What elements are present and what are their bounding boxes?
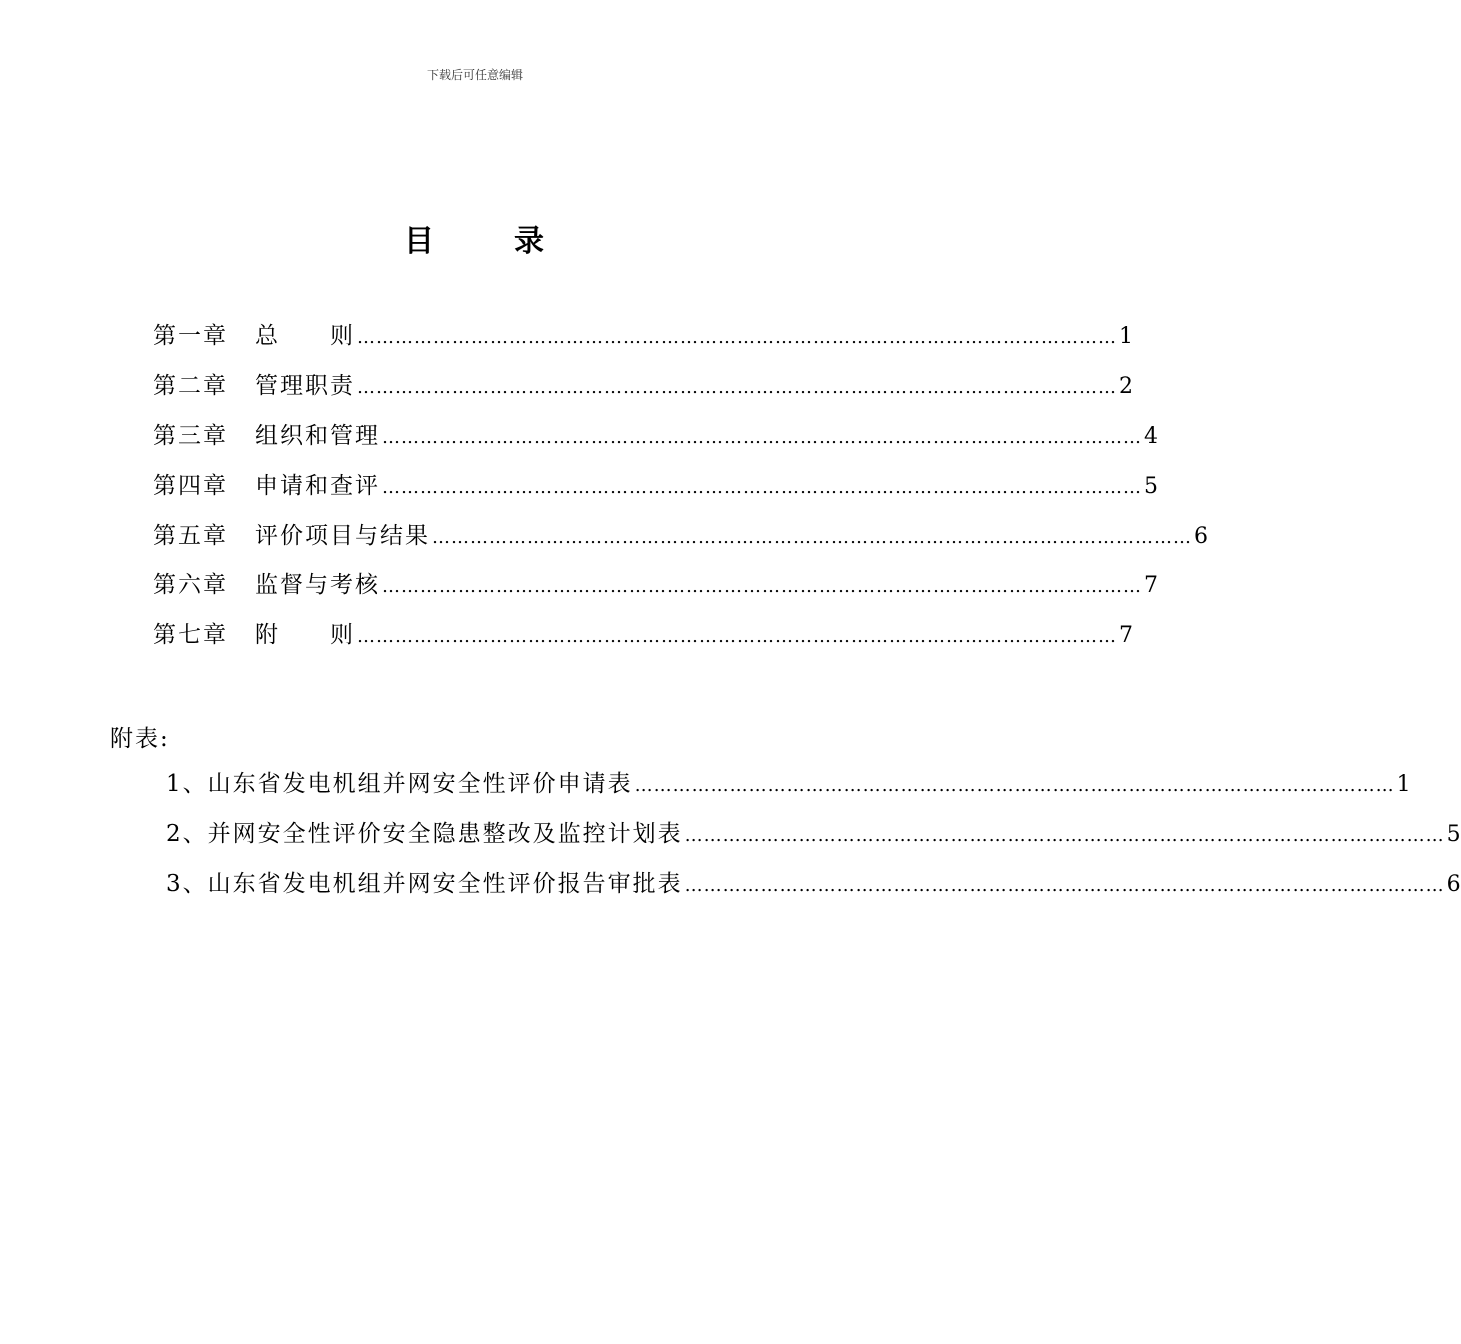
- header-note: 下载后可任意编辑: [426, 68, 523, 82]
- appendix-page: 5: [1446, 822, 1461, 847]
- toc-page: 1: [1119, 324, 1133, 349]
- toc-entry: [153, 569, 1158, 601]
- toc-chapter: 第二章: [153, 373, 228, 399]
- appendix-label: 附表:: [110, 726, 170, 752]
- toc-leader: …………………………………………………………………………………………………………: [382, 477, 1142, 498]
- toc-chapter: 第三章: [153, 423, 228, 449]
- title-char-1: 目: [404, 224, 436, 259]
- toc-leader: …………………………………………………………………………………………………………: [432, 527, 1192, 548]
- toc-name: 总 则: [255, 323, 355, 349]
- appendix-name: 3、山东省发电机组并网安全性评价报告审批表: [166, 871, 683, 897]
- appendix-name: 1、山东省发电机组并网安全性评价申请表: [166, 771, 633, 797]
- toc-entry: [153, 320, 1133, 352]
- page-title: [0, 216, 950, 260]
- toc-leader: …………………………………………………………………………………………………………: [357, 327, 1117, 348]
- toc-chapter: 第六章: [153, 572, 228, 598]
- toc-page: 4: [1144, 424, 1158, 449]
- toc-chapter: 第七章: [153, 622, 228, 648]
- appendix-entry: [166, 868, 1461, 900]
- toc-name: 附 则: [255, 622, 355, 648]
- toc-page: 5: [1144, 474, 1158, 499]
- toc-page: 2: [1119, 374, 1133, 399]
- toc-entry: [153, 420, 1158, 452]
- toc-entry: [153, 370, 1133, 402]
- title-char-2: 录: [514, 224, 546, 259]
- toc-name: 评价项目与结果: [255, 523, 430, 549]
- toc-entry: [153, 520, 1208, 552]
- toc-entry: [153, 470, 1158, 502]
- toc-leader: …………………………………………………………………………………………………………: [382, 576, 1142, 597]
- toc-name: 管理职责: [255, 373, 355, 399]
- toc-name: 监督与考核: [255, 572, 380, 598]
- toc-name: 组织和管理: [255, 423, 380, 449]
- appendix-leader: …………………………………………………………………………………………………………: [684, 875, 1445, 896]
- toc-page: 6: [1194, 524, 1208, 549]
- toc-page: 7: [1119, 623, 1133, 648]
- toc-leader: …………………………………………………………………………………………………………: [357, 626, 1117, 647]
- toc-leader: …………………………………………………………………………………………………………: [357, 377, 1117, 398]
- toc-leader: …………………………………………………………………………………………………………: [382, 427, 1142, 448]
- toc-chapter: 第四章: [153, 473, 228, 499]
- appendix-name: 2、并网安全性评价安全隐患整改及监控计划表: [166, 821, 683, 847]
- appendix-entry: [166, 818, 1461, 850]
- appendix-leader: …………………………………………………………………………………………………………: [684, 825, 1445, 846]
- toc-name: 申请和查评: [255, 473, 380, 499]
- toc-chapter: 第五章: [153, 523, 228, 549]
- appendix-page: 6: [1446, 872, 1461, 897]
- toc-entry: [153, 619, 1133, 651]
- toc-chapter: 第一章: [153, 323, 228, 349]
- appendix-page: 1: [1396, 772, 1411, 797]
- toc-page: 7: [1144, 573, 1158, 598]
- appendix-entry: [166, 768, 1411, 800]
- appendix-leader: …………………………………………………………………………………………………………: [634, 775, 1395, 796]
